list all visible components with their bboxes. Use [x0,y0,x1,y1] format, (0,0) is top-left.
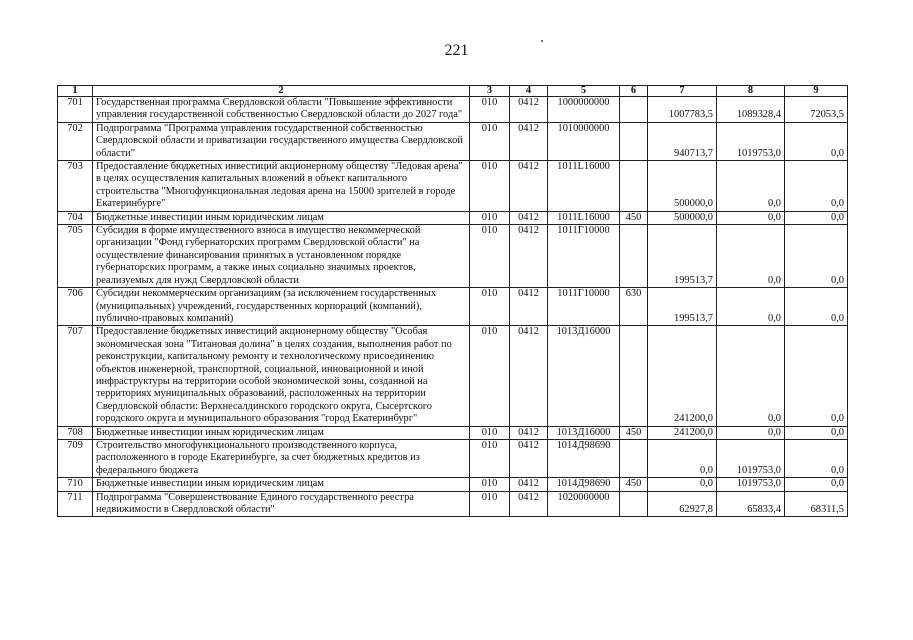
row-number: 701 [58,97,93,123]
row-value-7: 500000,0 [648,161,717,212]
row-code-5: 1013Д16000 [548,326,620,426]
table-row [58,97,848,123]
table-row [58,288,848,326]
table-row [58,326,848,426]
row-value-9: 0,0 [785,161,848,212]
row-value-9: 0,0 [785,211,848,224]
row-number: 703 [58,161,93,212]
row-code-5: 1011L16000 [548,211,620,224]
row-code-6 [620,225,648,288]
row-value-9: 72053,5 [785,97,848,123]
row-value-9: 0,0 [785,288,848,326]
row-code-5: 1020000000 [548,491,620,517]
column-header: 9 [785,86,848,97]
row-value-7: 241200,0 [648,326,717,426]
row-value-7: 0,0 [648,478,717,491]
row-name: Государственная программа Свердловской области "Повышение эффективности управления государственной собственностью Свердловской области до 2027 года" [93,97,470,123]
row-name: Подпрограмма "Программа управления государственной собственностью Свердловской области и приватизации государственного имущества Свердловской области" [93,122,470,160]
row-name: Строительство многофункционального производственного корпуса, расположенного в городе Екатеринбурге, за счет бюджетных кредитов из федерального бюджета [93,439,470,477]
row-code-4: 0412 [510,225,548,288]
column-header: 8 [717,86,785,97]
row-code-5: 1011L16000 [548,161,620,212]
row-value-7: 940713,7 [648,122,717,160]
table-row [58,478,848,491]
table-row [58,161,848,212]
row-number: 705 [58,225,93,288]
row-value-9: 0,0 [785,122,848,160]
row-value-8: 1019753,0 [717,478,785,491]
column-header: 2 [93,86,470,97]
row-name: Подпрограмма "Совершенствование Единого государственного реестра недвижимости в Свердловской области" [93,491,470,517]
row-code-4: 0412 [510,439,548,477]
row-code-6 [620,161,648,212]
row-code-3: 010 [470,426,510,439]
row-code-5: 1014Д98690 [548,439,620,477]
row-code-4: 0412 [510,122,548,160]
column-header: 5 [548,86,620,97]
column-header: 3 [470,86,510,97]
row-name: Предоставление бюджетных инвестиций акционерному обществу "Особая экономическая зона "Титановая долина" в целях создания, выполнения работ по реконструкции, капитальному ремонту и технологическому присоединению объектов инженерной, транспортной, социальной, инновационной и иной инфраструктуры на территории особой экономической зоны, созданной на территориях муниципальных образований, расположенных на территории Свердловской области: Верхнесалдинского городского округа, Сысертского городского округа и муниципального образования "город Екатеринбург" [93,326,470,426]
table-row [58,491,848,517]
column-header: 4 [510,86,548,97]
row-number: 706 [58,288,93,326]
row-code-3: 010 [470,211,510,224]
row-code-3: 010 [470,478,510,491]
column-header: 1 [58,86,93,97]
row-code-6 [620,491,648,517]
row-name: Субсидии некоммерческим организациям (за исключением государственных (муниципальных) учреждений, государственных корпораций (компаний), публично-правовых компаний) [93,288,470,326]
row-number: 704 [58,211,93,224]
row-value-8: 0,0 [717,326,785,426]
row-value-8: 1019753,0 [717,439,785,477]
row-value-9: 0,0 [785,326,848,426]
row-code-4: 0412 [510,478,548,491]
row-value-9: 0,0 [785,225,848,288]
row-code-3: 010 [470,326,510,426]
row-value-8: 0,0 [717,426,785,439]
row-number: 702 [58,122,93,160]
row-value-8: 1089328,4 [717,97,785,123]
row-code-3: 010 [470,225,510,288]
row-code-6 [620,326,648,426]
table-row [58,225,848,288]
row-value-9: 0,0 [785,439,848,477]
row-value-7: 62927,8 [648,491,717,517]
row-value-7: 199513,7 [648,225,717,288]
row-code-4: 0412 [510,491,548,517]
row-code-5: 1014Д98690 [548,478,620,491]
row-code-4: 0412 [510,326,548,426]
row-value-8: 1019753,0 [717,122,785,160]
row-value-7: 199513,7 [648,288,717,326]
row-name: Предоставление бюджетных инвестиций акционерному обществу "Ледовая арена" в целях осуществления капитальных вложений в объект капитального строительства "Многофункциональная ледовая арена на 15000 зрителей в городе Екатеринбурге" [93,161,470,212]
table-row [58,439,848,477]
row-code-6 [620,122,648,160]
row-code-4: 0412 [510,426,548,439]
row-code-4: 0412 [510,97,548,123]
row-code-4: 0412 [510,288,548,326]
row-name: Субсидия в форме имущественного взноса в имущество некоммерческой организации "Фонд губернаторских программ Свердловской области" на осуществление финансирования принятых в установленном порядке губернаторских программ, а также иных социально значимых проектов, реализуемых для нужд Свердловской области [93,225,470,288]
row-name: Бюджетные инвестиции иным юридическим лицам [93,211,470,224]
budget-table [57,85,848,517]
row-code-5: 1000000000 [548,97,620,123]
row-number: 710 [58,478,93,491]
table-header-row [58,86,848,97]
row-code-4: 0412 [510,161,548,212]
row-value-7: 0,0 [648,439,717,477]
row-code-5: 1010000000 [548,122,620,160]
row-value-7: 1007783,5 [648,97,717,123]
row-code-3: 010 [470,491,510,517]
row-value-8: 0,0 [717,211,785,224]
row-code-5: 1011Г10000 [548,288,620,326]
row-code-5: 1013Д16000 [548,426,620,439]
row-code-6: 450 [620,211,648,224]
row-code-6: 630 [620,288,648,326]
table-row [58,122,848,160]
row-code-3: 010 [470,439,510,477]
row-value-8: 65833,4 [717,491,785,517]
row-value-9: 68311,5 [785,491,848,517]
row-code-3: 010 [470,97,510,123]
row-number: 707 [58,326,93,426]
row-code-6 [620,439,648,477]
row-number: 708 [58,426,93,439]
row-name: Бюджетные инвестиции иным юридическим лицам [93,426,470,439]
table-row [58,426,848,439]
row-value-8: 0,0 [717,161,785,212]
row-code-6: 450 [620,478,648,491]
column-header: 7 [648,86,717,97]
row-code-6: 450 [620,426,648,439]
page-number: 221 [444,42,469,59]
row-code-3: 010 [470,161,510,212]
row-value-9: 0,0 [785,426,848,439]
column-header: 6 [620,86,648,97]
row-value-7: 241200,0 [648,426,717,439]
table-row [58,211,848,224]
scan-speck [541,40,543,42]
row-number: 711 [58,491,93,517]
row-code-4: 0412 [510,211,548,224]
row-code-6 [620,97,648,123]
row-code-3: 010 [470,288,510,326]
row-value-7: 500000,0 [648,211,717,224]
row-number: 709 [58,439,93,477]
row-code-5: 1011Г10000 [548,225,620,288]
row-code-3: 010 [470,122,510,160]
row-value-8: 0,0 [717,225,785,288]
row-name: Бюджетные инвестиции иным юридическим лицам [93,478,470,491]
row-value-8: 0,0 [717,288,785,326]
row-value-9: 0,0 [785,478,848,491]
